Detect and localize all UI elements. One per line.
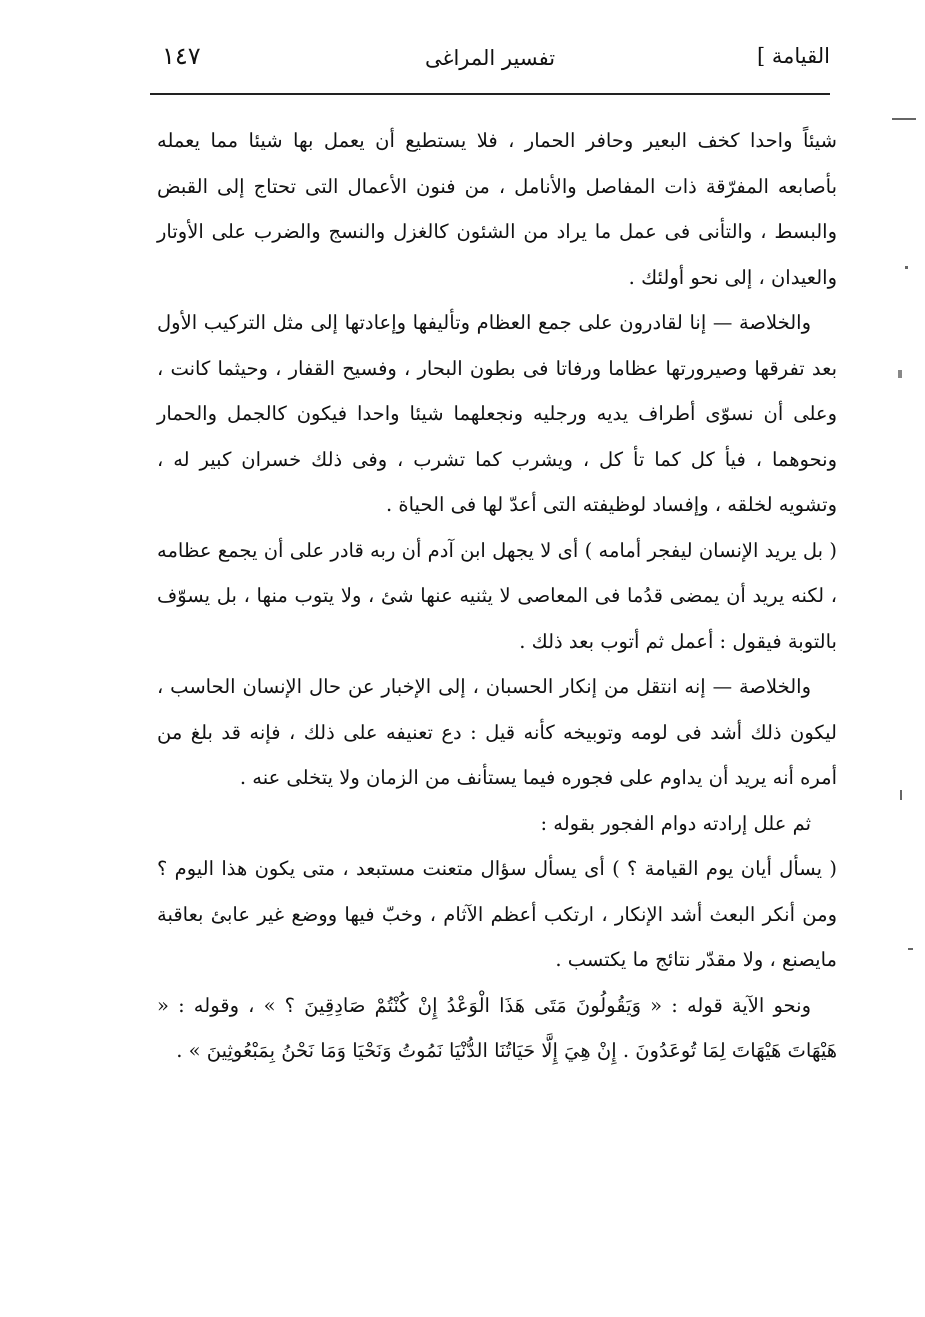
margin-mark [892, 118, 916, 128]
paragraph: والخلاصة — إنا لقادرون على جمع العظام وتأليفها وإعادتها إلى مثل التركيب الأول بعد تفرقها وصيرورتها عظاما ورفاتا فى بطون البحار ، وفسيح القفار ، وحيثما كانت ، وعلى أن نسوّى أطراف يديه ورجليه ونجعلهما شيئا واحدا فيكون كالجمل والحمار ونحوهما ، فيأ كل كما تأ كل ، ويشرب كما تشرب ، وفى ذلك خسران كبير له ، وتشويه لخلقه ، وإفساد لوظيفته التى أعدّ لها فى الحياة . [157, 311, 837, 516]
page-number: ١٤٧ [162, 42, 201, 70]
page-body [157, 118, 837, 1074]
margin-mark [900, 790, 909, 800]
page-header [150, 40, 830, 88]
paragraph: شيئاً واحدا كخف البعير وحافر الحمار ، فلا يستطيع أن يعمل بها شيئا مما يعمله بأصابعه المفرّقة ذات المفاصل والأنامل ، من فنون الأعمال التى تحتاج إلى القبض والبسط ، والتأنى فى عمل ما يراد من الشئون كالغزل والنسج والضرب على الأوتار والعيدان ، إلى نحو أولئك . [157, 129, 837, 289]
paragraph: ونحو الآية قوله : « وَيَقُولُونَ مَتَى هَذَا الْوَعْدُ إِنْ كُنْتُمْ صَادِقِينَ ؟ » ، وقوله : « هَيْهَاتَ هَيْهَاتَ لِمَا تُوعَدُونَ . إِنْ هِيَ إِلَّا حَيَاتُنَا الدُّنْيَا نَمُوتُ وَنَحْيَا وَمَا نَحْنُ بِمَبْعُوثِينَ » . [157, 993, 837, 1062]
surah-name: القيامة ] [757, 44, 830, 68]
margin-mark [908, 948, 913, 950]
paragraph: ثم علل إرادته دوام الفجور بقوله : [540, 811, 811, 835]
paragraph: ( بل يريد الإنسان ليفجر أمامه ) أى لا يجهل ابن آدم أن ربه قادر على أن يجمع عظامه ، لكنه يريد أن يمضى قدُما فى المعاصى لا يثنيه عنها شئ ، ولا يتوب منها ، بل يسوّف بالتوبة فيقول : أعمل ثم أتوب بعد ذلك . [157, 538, 837, 653]
margin-mark [898, 370, 902, 378]
header-rule [150, 93, 830, 95]
paragraph: والخلاصة — إنه انتقل من إنكار الحسبان ، إلى الإخبار عن حال الإنسان الحاسب ، ليكون ذلك أشد فى لومه وتوبيخه كأنه قيل : دع تعنيفه على ذلك ، فإنه قد بلغ من أمره أنه يريد أن يداوم على فجوره فيما يستأنف من الزمان ولا يتخلى عنه . [157, 675, 837, 789]
paragraph: ( يسأل أيان يوم القيامة ؟ ) أى يسأل سؤال متعنت مستبعد ، متى يكون هذا اليوم ؟ ومن أنكر البعث أشد الإنكار ، ارتكب أعظم الآثام ، وخبّ فيها ووضع غير عابئ بعاقبة مايصنع ، ولا مقدّر نتائج ما يكتسب . [157, 857, 837, 971]
book-title: تفسير المراغى [424, 46, 556, 70]
margin-mark [905, 266, 908, 269]
